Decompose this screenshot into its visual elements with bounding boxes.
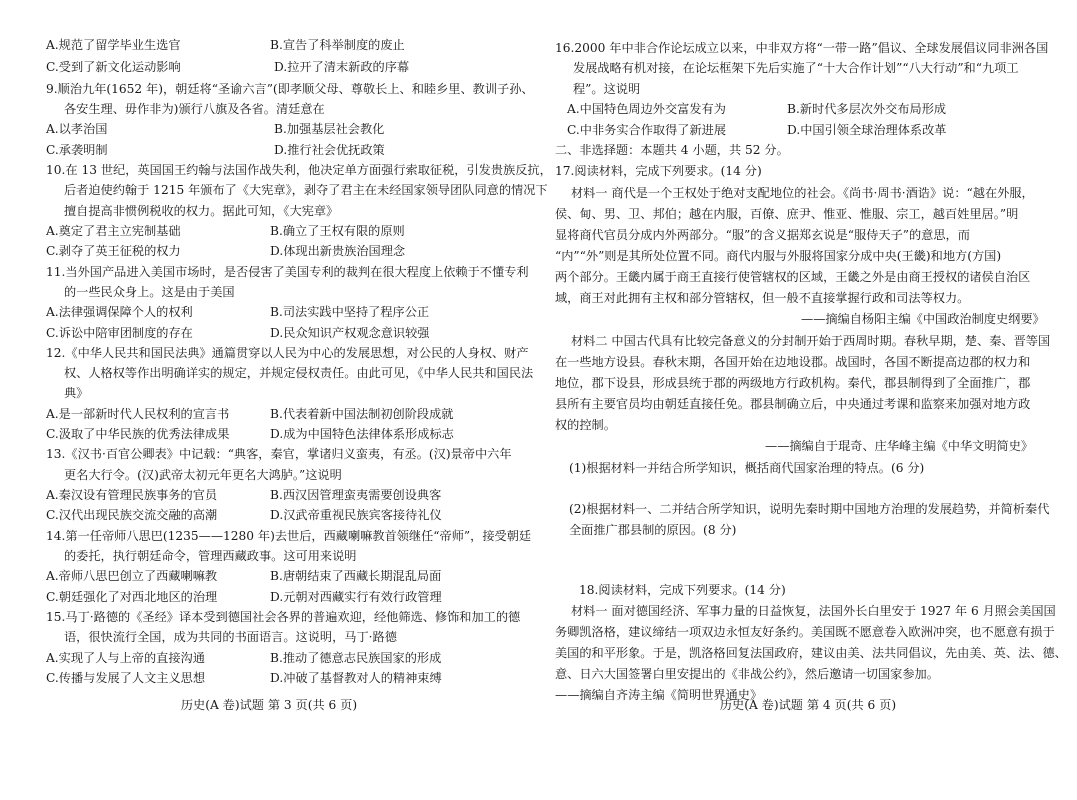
text-line: ——摘编自齐涛主编《简明世界通史》	[555, 688, 763, 702]
text-line: D.中国引领全球治理体系改革	[787, 123, 947, 137]
text-line: A.法律强调保障个人的权利	[46, 305, 193, 319]
text-line: D.推行社会优抚政策	[274, 143, 385, 157]
text-line: 地位，郡下设县，形成县统于郡的两级地方行政机构。秦代，郡县制得到了全面推广，郡	[555, 376, 1031, 390]
text-line: 11.当外国产品进入美国市场时，是否侵害了美国专利的裁判在很大程度上依赖于不懂专利	[46, 265, 529, 279]
text-line: A.规范了留学毕业生选官	[46, 38, 181, 52]
text-line: D.元朝对西藏实行有效行政管理	[270, 590, 442, 604]
text-line: 意、日六大国签署白里安提出的《非战公约》，然后邀请一切国家参加。	[555, 667, 939, 681]
text-line: C.剥夺了英王征税的权力	[46, 244, 181, 258]
page-footer: 历史(A 卷)试题 第 3 页(共 6 页)	[180, 698, 358, 712]
text-line: ——摘编自于琨奇、庄华峰主编《中华文明简史》	[765, 439, 1034, 453]
text-line: D.体现出新贵族治国理念	[270, 244, 406, 258]
text-line: A.奠定了君主立宪制基础	[46, 224, 181, 238]
text-line: 全面推广郡县制的原因。(8 分)	[569, 523, 737, 537]
text-line: A.以孝治国	[46, 122, 108, 136]
text-line: A.中国特色周边外交富发有为	[567, 102, 726, 116]
text-line: 13.《汉书·百官公卿表》中记载：“典客，秦官，掌诸归义蛮夷，有丞。(汉)景帝中六年	[46, 447, 512, 461]
text-line: 的委托，执行朝廷命令，管理西藏政事。这可用来说明	[64, 549, 357, 563]
text-line: 材料一 面对德国经济、军事力量的日益恢复，法国外长白里安于 1927 年 6 月照会美国国	[571, 604, 1056, 618]
text-line: 程”。这说明	[573, 82, 641, 96]
text-line: 的一些民众身上。这是由于美国	[64, 285, 235, 299]
text-line: 擅自提高非惯例税收的权力。据此可知，《大宪章》	[64, 204, 339, 218]
text-line: C.汉代出现民族交流交融的高潮	[46, 508, 218, 522]
text-line: B.代表着新中国法制初创阶段成就	[270, 407, 454, 421]
text-line: 12.《中华人民共和国民法典》通篇贯穿以人民为中心的发展思想，对公民的人身权、财产	[46, 346, 529, 360]
text-line: C.中非务实合作取得了新进展	[567, 123, 727, 137]
text-line: 典》	[64, 386, 89, 400]
text-line: 在一些地方设县。春秋末期，各国开始在边地设郡。战国时，各国不断提高边郡的权力和	[555, 355, 1031, 369]
text-line: 权的控制。	[555, 418, 616, 432]
text-line: (1)根据材料一并结合所学知识，概括商代国家治理的特点。(6 分)	[569, 461, 925, 475]
text-line: C.传播与发展了人文主义思想	[46, 671, 206, 685]
text-line: 9.顺治九年(1652 年)，朝廷将“圣谕六言”(即孝顺父母、尊敬长上、和睦乡里、教训子孙、	[46, 82, 534, 96]
text-line: B.司法实践中坚持了程序公正	[270, 305, 430, 319]
text-line: B.新时代多层次外交布局形成	[787, 102, 947, 116]
text-line: 务卿凯洛格，建议缔结一项双边永恒友好条约。美国既不愿意卷入欧洲冲突，也不愿意有损于	[555, 625, 1055, 639]
text-line: D.拉开了清末新政的序幕	[274, 60, 410, 74]
text-line: 10.在 13 世纪，英国国王约翰与法国作战失利，他决定单方面强行索取征税，引发贵族反抗，	[46, 163, 552, 177]
text-line: 域，商王对此拥有主权和部分管辖权，但一般不直接掌握行政和司法等权力。	[555, 291, 970, 305]
text-line: 美国的和平形象。于是，凯洛格回复法国政府，建议由美、法共同倡议，先由美、英、法、德、	[555, 646, 1067, 660]
text-line: B.确立了王权有限的原则	[270, 224, 405, 238]
text-line: 18.阅读材料，完成下列要求。(14 分)	[579, 583, 786, 597]
text-line: B.唐朝结束了西藏长期混乱局面	[270, 569, 442, 583]
text-line: B.推动了德意志民族国家的形成	[270, 651, 442, 665]
text-line: 发展战略有机对接，在论坛框架下先后实施了“十大合作计划”“八大行动”和“九项工	[573, 61, 1019, 75]
text-line: B.加强基层社会教化	[274, 122, 385, 136]
text-line: D.民众知识产权观念意识较强	[270, 326, 430, 340]
text-line: C.汲取了中华民族的优秀法律成果	[46, 427, 230, 441]
text-line: ——摘编自杨阳主编《中国政治制度史纲要》	[801, 312, 1045, 326]
text-line: B.西汉因管理蛮夷需要创设典客	[270, 488, 442, 502]
text-line: 材料二 中国古代具有比较完备意义的分封制开始于西周时期。春秋早期，楚、秦、晋等国	[571, 334, 1051, 348]
text-line: 15.马丁·路德的《圣经》译本受到德国社会各界的普遍欢迎，经他筛选、修饰和加工的德	[46, 610, 521, 624]
text-line: 各安生理、毋作非为)颁行八旗及各省。清廷意在	[64, 102, 325, 116]
text-line: C.受到了新文化运动影响	[46, 60, 181, 74]
text-line: D.成为中国特色法律体系形成标志	[270, 427, 454, 441]
text-line: “内”“外”则是其所处位置不同。商代内服与外服将国家分成中央(王畿)和地方(方国)	[555, 249, 1002, 263]
text-line: 二、非选择题：本题共 4 小题，共 52 分。	[555, 143, 789, 157]
text-line: 权、人格权等作出明确详实的规定，并规定侵权责任。由此可见，《中华人民共和国民法	[64, 366, 534, 380]
text-line: A.实现了人与上帝的直接沟通	[46, 651, 205, 665]
page-footer: 历史(A 卷)试题 第 4 页(共 6 页)	[719, 698, 897, 712]
text-line: 17.阅读材料，完成下列要求。(14 分)	[555, 164, 762, 178]
text-line: D.汉武帝重视民族宾客接待礼仪	[270, 508, 442, 522]
text-line: 更名大行令。(汉)武帝太初元年更名大鸿胪。”这说明	[64, 468, 342, 482]
text-line: B.宣告了科举制度的废止	[270, 38, 405, 52]
text-line: 材料一 商代是一个王权处于绝对支配地位的社会。《尚书·周书·酒诰》说：“越在外服，	[571, 186, 1034, 200]
text-line: 两个部分。王畿内属于商王直接行使管辖权的区域，王畿之外是由商王授权的诸侯自治区	[555, 270, 1031, 284]
text-line: C.朝廷强化了对西北地区的治理	[46, 590, 218, 604]
text-line: 显将商代官员分成内外两部分。“服”的含义据郑玄说是“服侍天子”的意思，而	[555, 228, 970, 242]
text-line: 侯、甸、男、卫、邦伯；越在内服，百僚、庶尹、惟亚、惟服、宗工，越百姓里居。”明	[555, 207, 1019, 221]
text-line: 14.第一任帝师八思巴(1235——1280 年)去世后，西藏喇嘛教首领继任“帝师”，接受朝廷	[46, 529, 532, 543]
text-line: (2)根据材料一、二并结合所学知识，说明先秦时期中国地方治理的发展趋势，并简析秦代	[569, 502, 1050, 516]
text-line: 16.2000 年中非合作论坛成立以来，中非双方将“一带一路”倡议、全球发展倡议同非洲各国	[555, 41, 1049, 55]
text-line: C.承袭明制	[46, 143, 108, 157]
text-line: 县所有主要官员均由朝廷直接任免。郡县制确立后，中央通过考课和监察来加强对地方政	[555, 397, 1031, 411]
text-line: A.秦汉设有管理民族事务的官员	[46, 488, 218, 502]
text-line: 后者迫使约翰于 1215 年颁布了《大宪章》，剥夺了君主在未经国家领导团队同意的情况下	[64, 183, 548, 197]
text-line: 语，很快流行全国，成为共同的书面语言。这说明，马丁·路德	[64, 630, 397, 644]
text-line: D.冲破了基督教对人的精神束缚	[270, 671, 442, 685]
text-line: C.诉讼中陪审团制度的存在	[46, 326, 193, 340]
text-line: A.帝师八思巴创立了西藏喇嘛教	[46, 569, 218, 583]
text-line: A.是一部新时代人民权利的宣言书	[46, 407, 230, 421]
